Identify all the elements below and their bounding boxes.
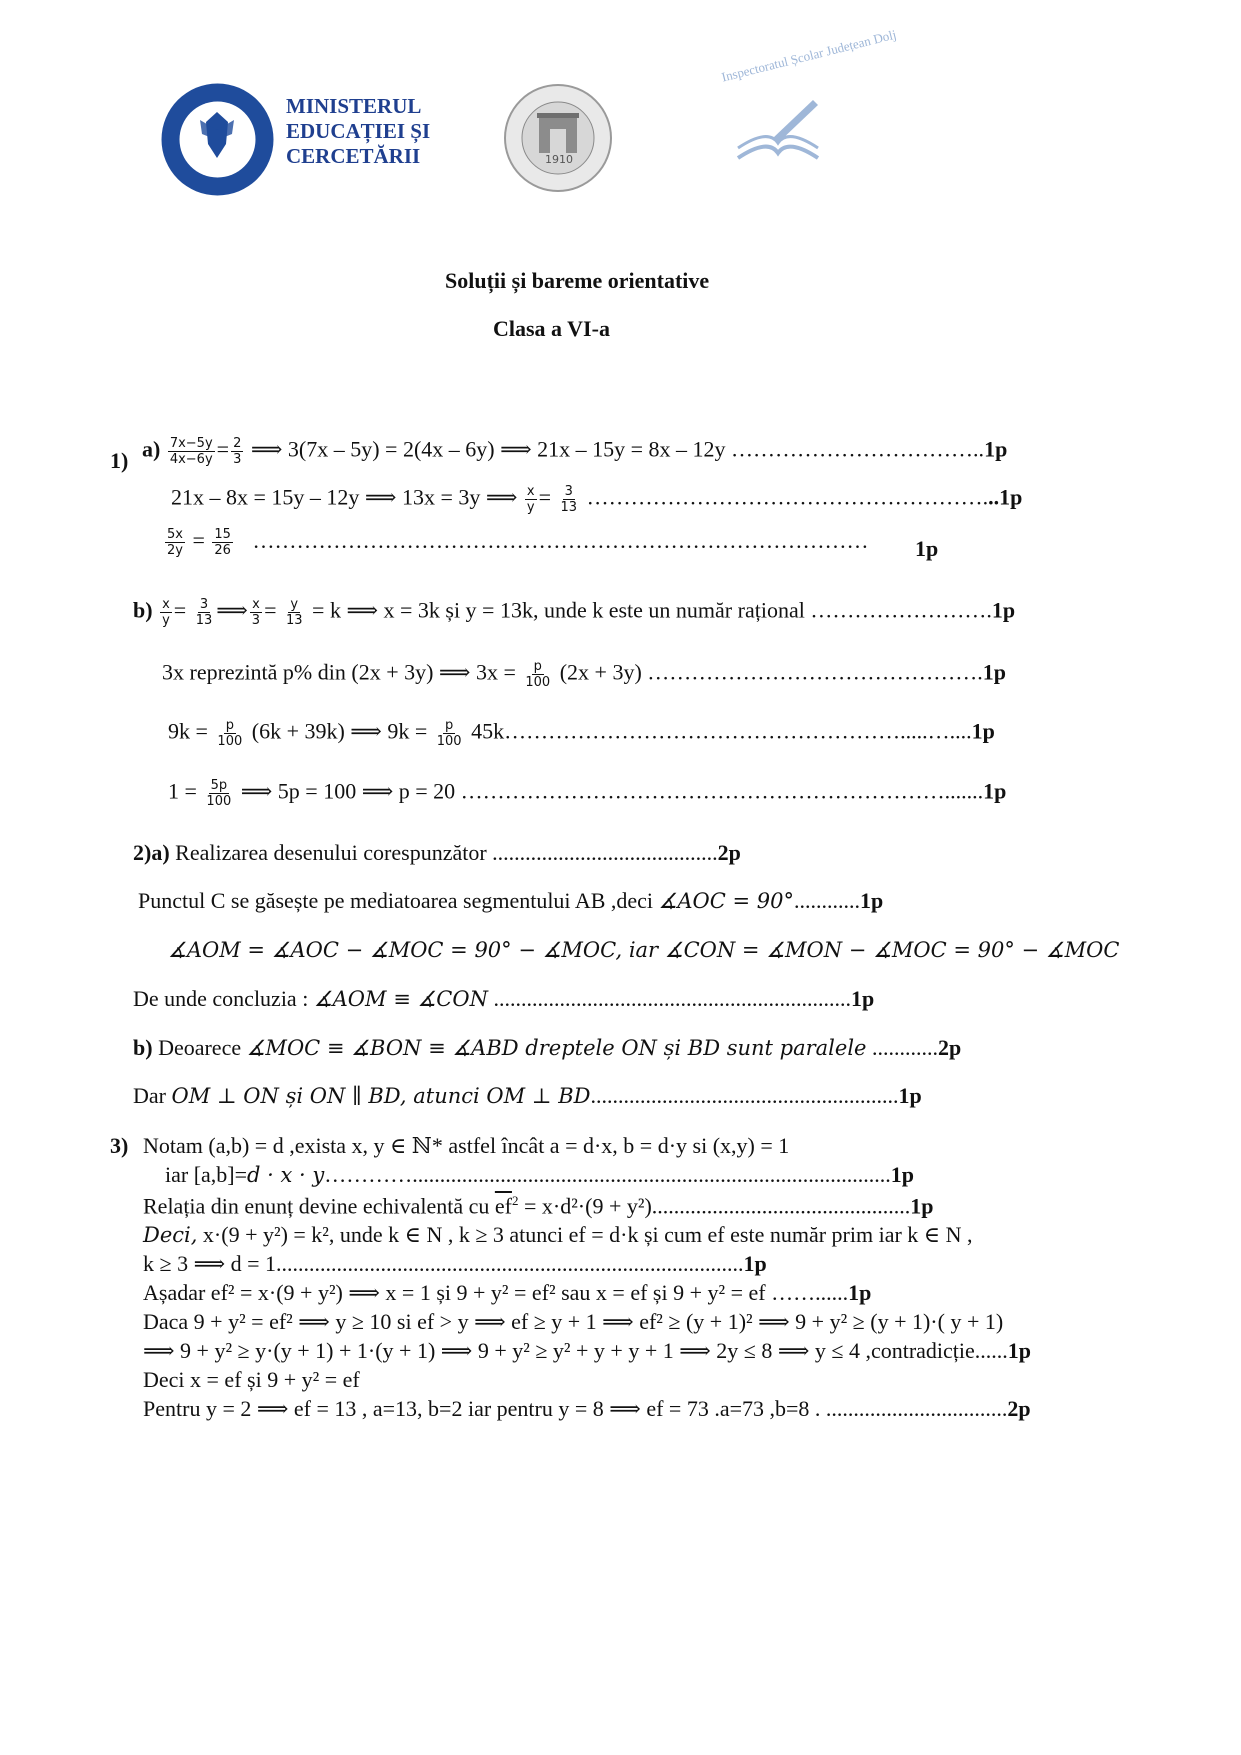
p3-line-7: Daca 9 + y² = ef² ⟹ y ≥ 10 si ef > y ⟹ ef ≥ y + 1 ⟹ ef² ≥ (y + 1)² ⟹ 9 + y² ≥ (y + 1)·( y + 1)	[143, 1309, 1004, 1334]
score: 1p	[898, 1083, 922, 1108]
fraction: $\frac{2}{3}$	[233, 436, 242, 467]
ministry-line-1: MINISTERUL	[286, 94, 422, 118]
p1-b-line-2: 3x reprezintă p% din (2x + 3y) ⟹ 3x = $\frac{p}{100}$ (2x + 3y) ……………………………………….1p	[162, 659, 1007, 690]
p2-b-line-1: b) Deoarece ∡MOC ≡ ∡BON ≡ ∡ABD dreptele ON și BD sunt paralele ............2p	[133, 1035, 962, 1060]
page-subtitle: Clasa a VI-a	[493, 316, 610, 341]
page-title: Soluții și bareme orientative	[445, 268, 710, 293]
p3-line-8: ⟹ 9 + y² ≥ y·(y + 1) + 1·(y + 1) ⟹ 9 + y² ≥ y² + y + y + 1 ⟹ 2y ≤ 8 ⟹ y ≤ 4 ,contradicție......1p	[143, 1338, 1032, 1363]
problem-3-number: 3)	[110, 1133, 129, 1158]
fraction: $\frac{p}{100}$	[525, 659, 551, 690]
score: ..1p	[988, 484, 1023, 510]
fraction: $\frac{5x}{2y}$	[167, 527, 183, 558]
score: 1p	[910, 1193, 934, 1219]
score: 1p	[984, 436, 1008, 462]
p2-a-label: 2)a)	[133, 840, 170, 865]
p3-line-10: Pentru y = 2 ⟹ ef = 13 , a=13, b=2 iar pentru y = 8 ⟹ ef = 73 .a=73 ,b=8 . .................................2p	[143, 1396, 1031, 1421]
score: 1p	[991, 597, 1016, 623]
inspectorate-logo	[718, 78, 838, 163]
p3-line-2: iar [a,b]=d · x · y………….......................................................................................1p	[165, 1162, 914, 1187]
inspectorate-text: Inspectoratul Școlar Județean Dolj	[720, 26, 898, 85]
p1-a-line-2: 21x – 8x = 15y – 12y ⟹ 13x = 3y ⟹ $\frac{x}{y}$ = $\frac{3}{13}$ ………………………………………………...1p	[171, 484, 1023, 515]
p1-a-label: a)	[142, 436, 161, 462]
p2-b-line-2: Dar OM ⊥ ON și ON ∥ BD, atunci OM ⊥ BD........................................................1p	[133, 1083, 922, 1108]
score: 1p	[915, 536, 939, 561]
p3-line-6: Așadar ef² = x·(9 + y²) ⟹ x = 1 și 9 + y² = ef² sau x = ef și 9 + y² = ef ……......1p	[143, 1280, 872, 1305]
gov-seal-logo	[160, 82, 275, 197]
fraction: $\frac{y}{13}$	[285, 597, 303, 628]
score: 1p	[850, 986, 875, 1011]
ministry-line-3: CERCETĂRII	[286, 144, 421, 168]
ministry-name	[286, 94, 430, 169]
score: 1p	[983, 778, 1007, 804]
fraction: $\frac{3}{13}$	[195, 597, 213, 628]
p3-line-1: Notam (a,b) = d ,exista x, y ∈ ℕ* astfel încât a = d·x, b = d·y si (x,y) = 1	[143, 1133, 790, 1158]
p1-b-line-4: 1 = $\frac{5p}{100}$ ⟹ 5p = 100 ⟹ p = 20 ………………………………………………………….......1p	[168, 778, 1007, 809]
fraction: $\frac{7x-5y}{4x-6y}$	[169, 436, 213, 467]
p3-line-3: Relația din enunț devine echivalentă cu $\overline{ef}^2 = x\cdot d^2\cdot(9 + y^2)...............................................1p$	[143, 1193, 934, 1219]
score: 1p	[971, 718, 995, 744]
score: 2p	[937, 1035, 962, 1060]
fraction: $\frac{5p}{100}$	[206, 778, 232, 809]
p2-a-line-2: Punctul C se găsește pe mediatoarea segmentului AB ,deci ∡AOC = 90°............1p	[138, 888, 884, 913]
p1-b-line-3: 9k = $\frac{p}{100}$ (6k + 39k) ⟹ 9k = $\frac{p}{100}$ 45k……………………………………………….....…....1p	[168, 718, 995, 749]
fraction: $\frac{p}{100}$	[217, 718, 243, 749]
fraction: $\frac{15}{26}$	[214, 527, 231, 558]
fraction: $\frac{3}{13}$	[560, 484, 578, 515]
society-year: 1910	[545, 153, 573, 166]
score: 2p	[717, 840, 741, 865]
p2-a-line-3: ∡AOM = ∡AOC − ∡MOC = 90° − ∡MOC, iar ∡CON = ∡MON − ∡MOC = 90° − ∡MOC	[168, 938, 1120, 962]
p3-line-4: Deci, x·(9 + y²) = k², unde k ∈ N , k ≥ 3 atunci ef = d·k și cum ef este număr prim iar k ∈ N ,	[143, 1222, 973, 1247]
score: 1p	[1007, 1338, 1032, 1363]
score: 1p	[848, 1280, 872, 1305]
score: 2p	[1007, 1396, 1031, 1421]
fraction: $\frac{x}{y}$	[526, 484, 535, 515]
score: 1p	[860, 888, 884, 913]
p2-a-line-1: 2)a) Realizarea desenului corespunzător .........................................2p	[133, 840, 741, 865]
p1-b-label: b)	[133, 597, 153, 623]
score: 1p	[743, 1251, 767, 1276]
fraction: $\frac{x}{y}$	[162, 597, 170, 628]
p2-b-label: b)	[133, 1035, 153, 1060]
fraction: $\frac{x}{3}$	[251, 597, 261, 628]
p1-a-line-1: a) $\frac{7x-5y}{4x-6y}$ = $\frac{2}{3}$ ⟹ 3(7x – 5y) = 2(4x – 6y) ⟹ 21x – 15y = 8x – 12y ……………………………..1p	[142, 436, 1008, 467]
score: 1p	[890, 1162, 914, 1187]
p1-a-line-3: $\frac{5x}{2y}$ = $\frac{15}{26}$ …………………………………………………………………………	[167, 527, 869, 558]
p3-line-9: Deci x = ef și 9 + y² = ef	[143, 1367, 360, 1392]
p2-a-line-4: De unde concluzia : ∡AOM ≡ ∡CON .................................................................1p	[133, 986, 875, 1011]
ministry-line-2: EDUCAȚIEI ȘI	[286, 119, 431, 143]
p1-b-line-1: b) $\frac{x}{y}$ = $\frac{3}{13}$ ⟹ $\frac{x}{3}$ = $\frac{y}{13}$ = k ⟹ x = 3k și y = 13k, unde k este un număr rațional …………………….1p	[133, 597, 1016, 628]
society-seal-logo	[503, 83, 613, 193]
score: 1p	[982, 659, 1007, 685]
p3-line-5: k ≥ 3 ⟹ d = 1.....................................................................................1p	[143, 1251, 767, 1276]
fraction: $\frac{p}{100}$	[436, 718, 462, 749]
problem-1-number: 1)	[110, 448, 129, 473]
